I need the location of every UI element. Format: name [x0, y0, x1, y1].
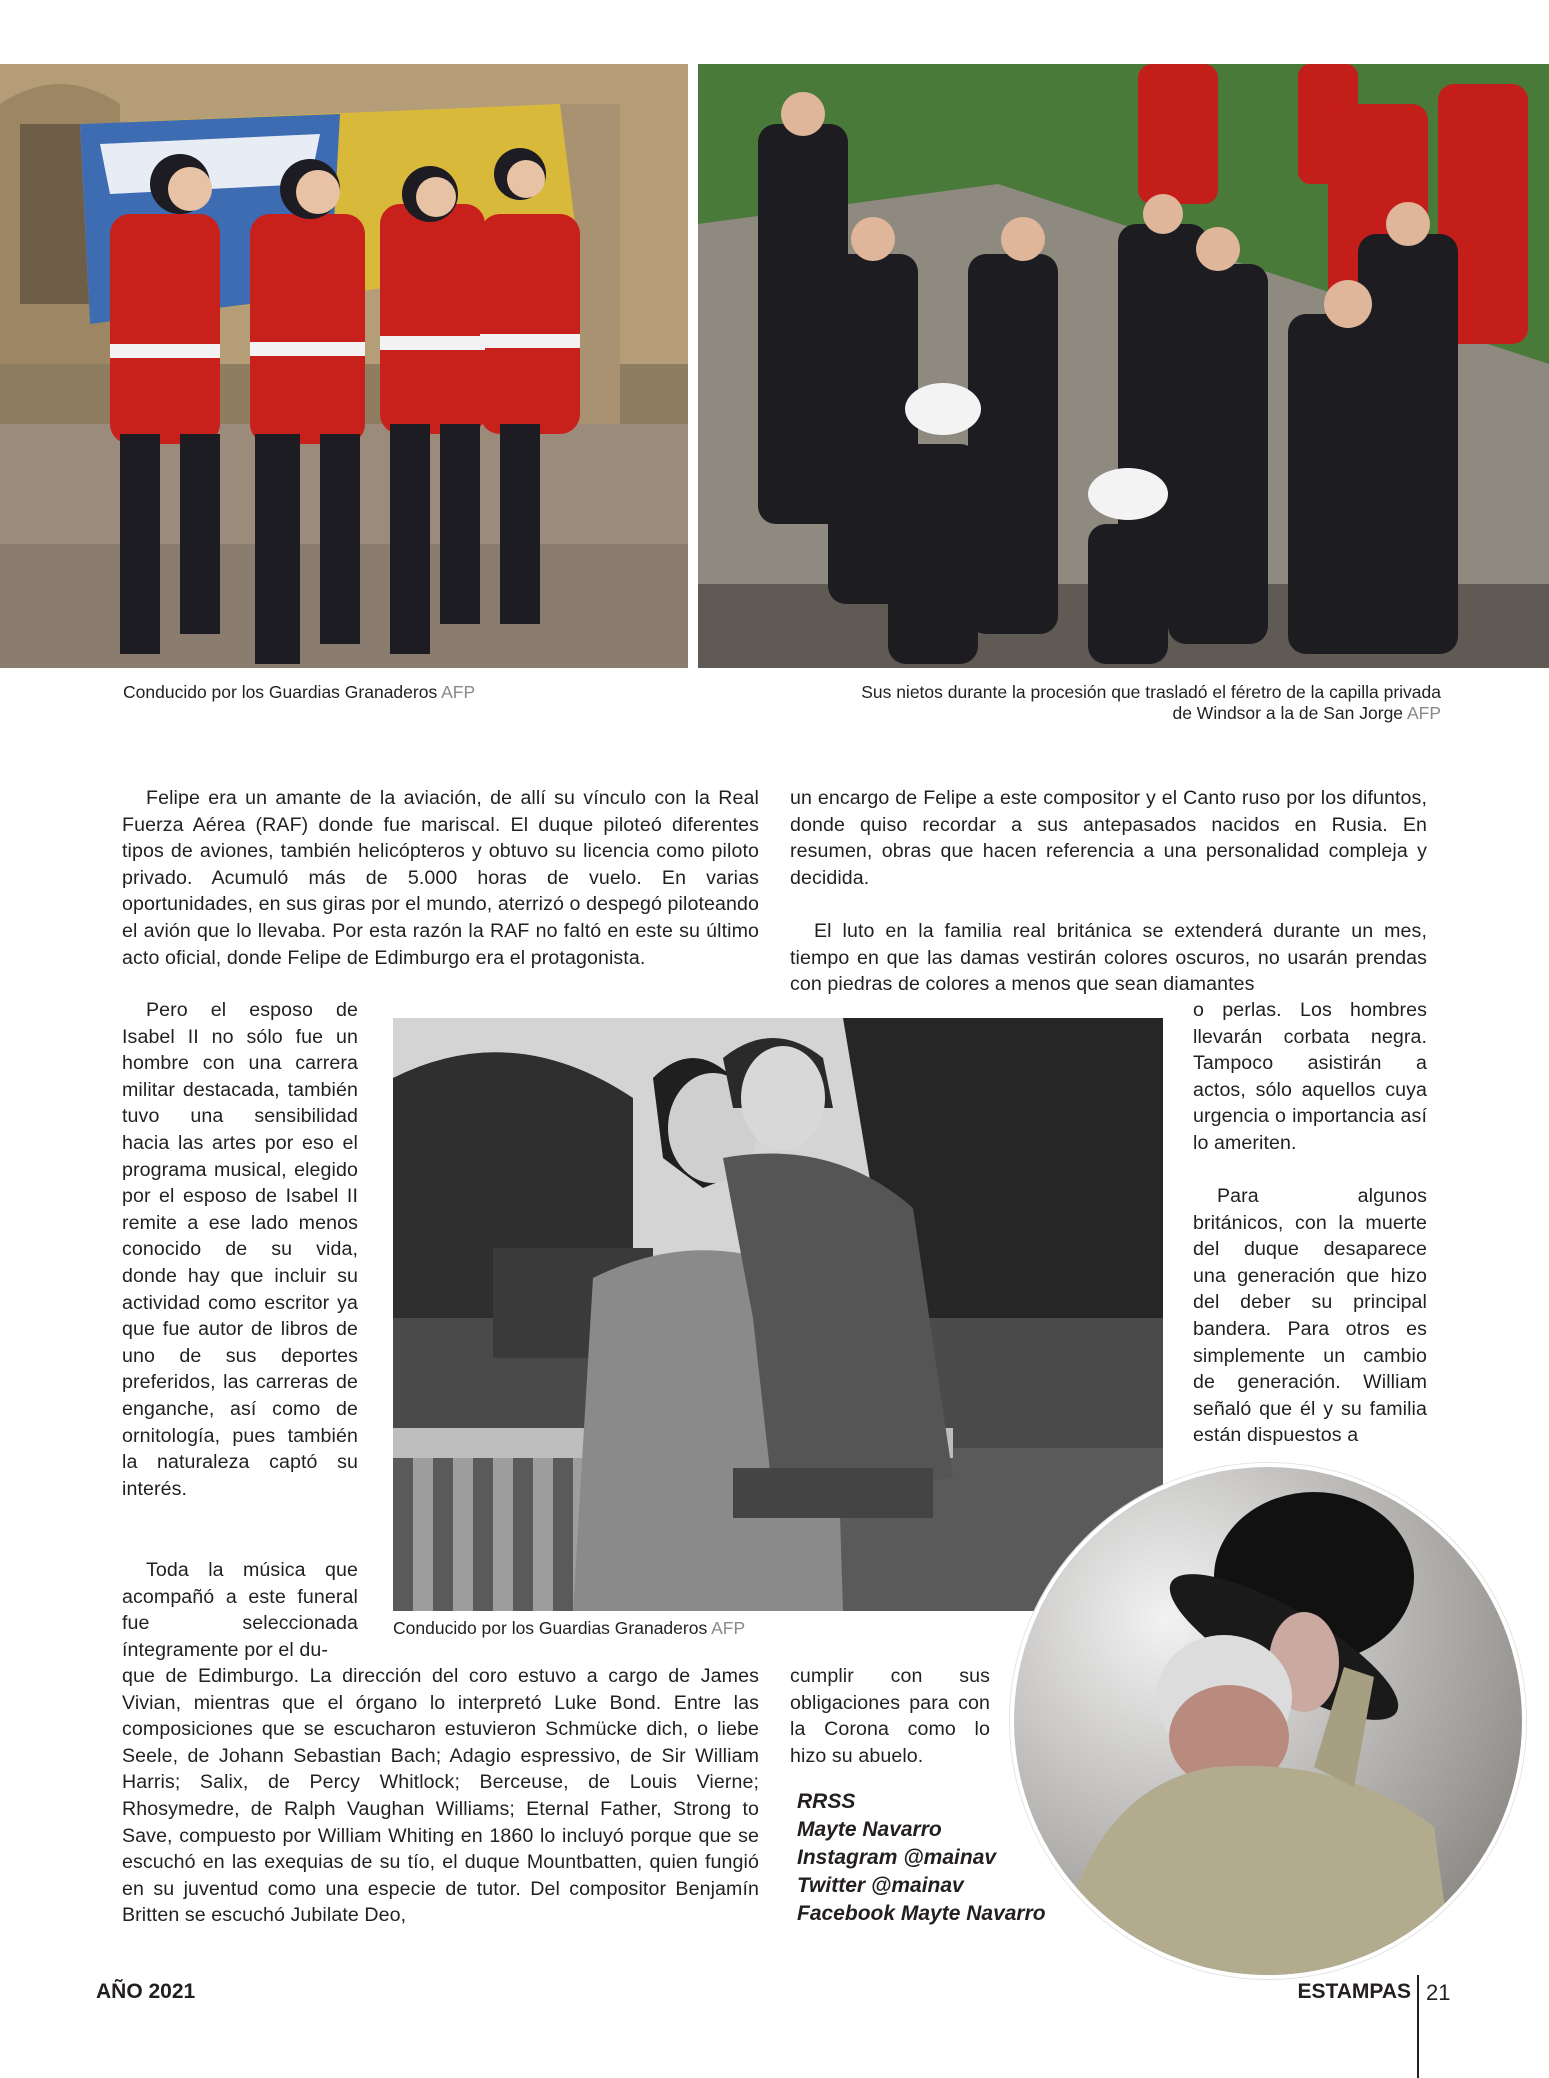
photo-credit: AFP [711, 1618, 746, 1638]
photo-procession-grandsons [698, 64, 1549, 668]
caption-procession-photo [681, 682, 1441, 724]
caption-coffin-photo [123, 682, 475, 703]
photo-coffin-guards [0, 64, 688, 668]
article-paragraph-generation [1193, 1183, 1427, 1449]
rrss-title: RRSS [797, 1790, 856, 1813]
article-paragraph-composers [790, 785, 1427, 891]
photo-credit: AFP [1406, 703, 1441, 723]
paragraph-text: Para algunos británicos, con la muerte del duque desaparece una generación que hizo del deber su principal bandera. Para otros es simplemente un cambio de generación. William señaló que él y su familia están dispuestos a [1193, 1185, 1427, 1447]
paragraph-text: o perlas. Los hombres llevarán corbata negra. Tampoco asistirán a actos, sólo aquellos cuya urgencia o importancia así lo ameriten. [1193, 999, 1427, 1154]
paragraph-text: que de Edimburgo. La dirección del coro estuvo a cargo de James Vivian, mientras que el órgano lo interpretó Luke Bond. Entre las composiciones que se escucharon estuvieron Schmücke dich, o liebe Seele, de Johann Sebastian Bach; Adagio espressivo, de Sir William Harris; Salix, de Percy Whitlock; Berceuse, de Louis Vierne; Rhosymedre, de Ralph Vaughan Williams; Eternal Father, Strong to Save, compuesto por William Whiting en 1860 lo incluyó porque que se escuchó en las exequias de su tío, el duque Mountbatten, quien fungió en su juventud como una especie de tutor. Del compositor Benjamín Britten se escuchó Jubilate Deo, [122, 1665, 759, 1927]
paragraph-text: Toda la música que acompañó a este funeral fue seleccionada íntegramente por el du- [122, 1559, 358, 1661]
footer-year: AÑO 2021 [96, 1980, 196, 2003]
paragraph-text: un encargo de Felipe a este compositor y el Canto ruso por los difuntos, donde quiso recordar a sus antepasados nacidos en Rusia. En resumen, obras que hacen referencia a una personalidad compleja y decidida. [790, 787, 1427, 889]
instagram-handle[interactable]: Instagram @mainav [797, 1846, 997, 1869]
paragraph-text: El luto en la familia real británica se extenderá durante un mes, tiempo en que las damas vestirán colores oscuros, no usarán prendas con piedras de colores a menos que sean diamantes [790, 920, 1427, 996]
facebook-handle[interactable]: Facebook Mayte Navarro [797, 1902, 1046, 1925]
social-media-credits [797, 1788, 1046, 1928]
photo-bowler-hat-circle [1010, 1463, 1526, 1979]
article-paragraph-music-continued [122, 1663, 759, 1929]
footer-magazine-name: ESTAMPAS [1297, 1980, 1411, 2003]
caption-text: Conducido por los Guardias Granaderos [393, 1618, 708, 1638]
article-paragraph-arts [122, 997, 358, 1502]
article-paragraph-mourning-continued [1193, 997, 1427, 1157]
twitter-handle[interactable]: Twitter @mainav [797, 1874, 964, 1897]
paragraph-text: Felipe era un amante de la aviación, de allí su vínculo con la Real Fuerza Aérea (RAF) donde fue mariscal. El duque piloteó diferentes tipos de aviones, también helicópteros y obtuvo su licencia como piloto privado. Acumuló más de 5.000 horas de vuelo. En varias oportunidades, en sus giras por el mundo, aterrizó o despegó piloteando el avión que lo llevaba. Por esta razón la RAF no faltó en este su último acto oficial, donde Felipe de Edimburgo era el protagonista. [122, 787, 759, 969]
article-paragraph-mourning [790, 918, 1427, 998]
photo-couple-bench [393, 1018, 1163, 1611]
caption-line-1: Sus nietos durante la procesión que trasladó el féretro de la capilla privada [861, 682, 1441, 702]
article-paragraph-closing [790, 1663, 990, 1769]
footer-divider [1417, 1975, 1419, 2078]
caption-text: de Windsor a la de San Jorge [1172, 703, 1404, 723]
caption-line-2 [681, 703, 1441, 724]
paragraph-text: Pero el esposo de Isabel II no sólo fue un hombre con una carrera militar destacada, también tuvo una sensibilidad hacia las artes por eso el programa musical, elegido por el esposo de Isabel II remite a ese lado menos conocido de su vida, donde hay que incluir su actividad como escritor ya que fue autor de libros de uno de sus deportes preferidos, las carreras de enganche, así como de ornitología, pues también la naturaleza captó su interés. [122, 999, 358, 1500]
page-number: 21 [1426, 1980, 1451, 2005]
caption-couple-photo [393, 1618, 745, 1639]
article-paragraph-music-start [122, 1557, 358, 1663]
paragraph-text: cumplir con sus obligaciones para con la Corona como lo hizo su abuelo. [790, 1665, 990, 1767]
article-paragraph-aviation [122, 785, 759, 971]
author-name: Mayte Navarro [797, 1818, 942, 1841]
photo-credit: AFP [441, 682, 476, 702]
caption-text: Conducido por los Guardias Granaderos [123, 682, 438, 702]
